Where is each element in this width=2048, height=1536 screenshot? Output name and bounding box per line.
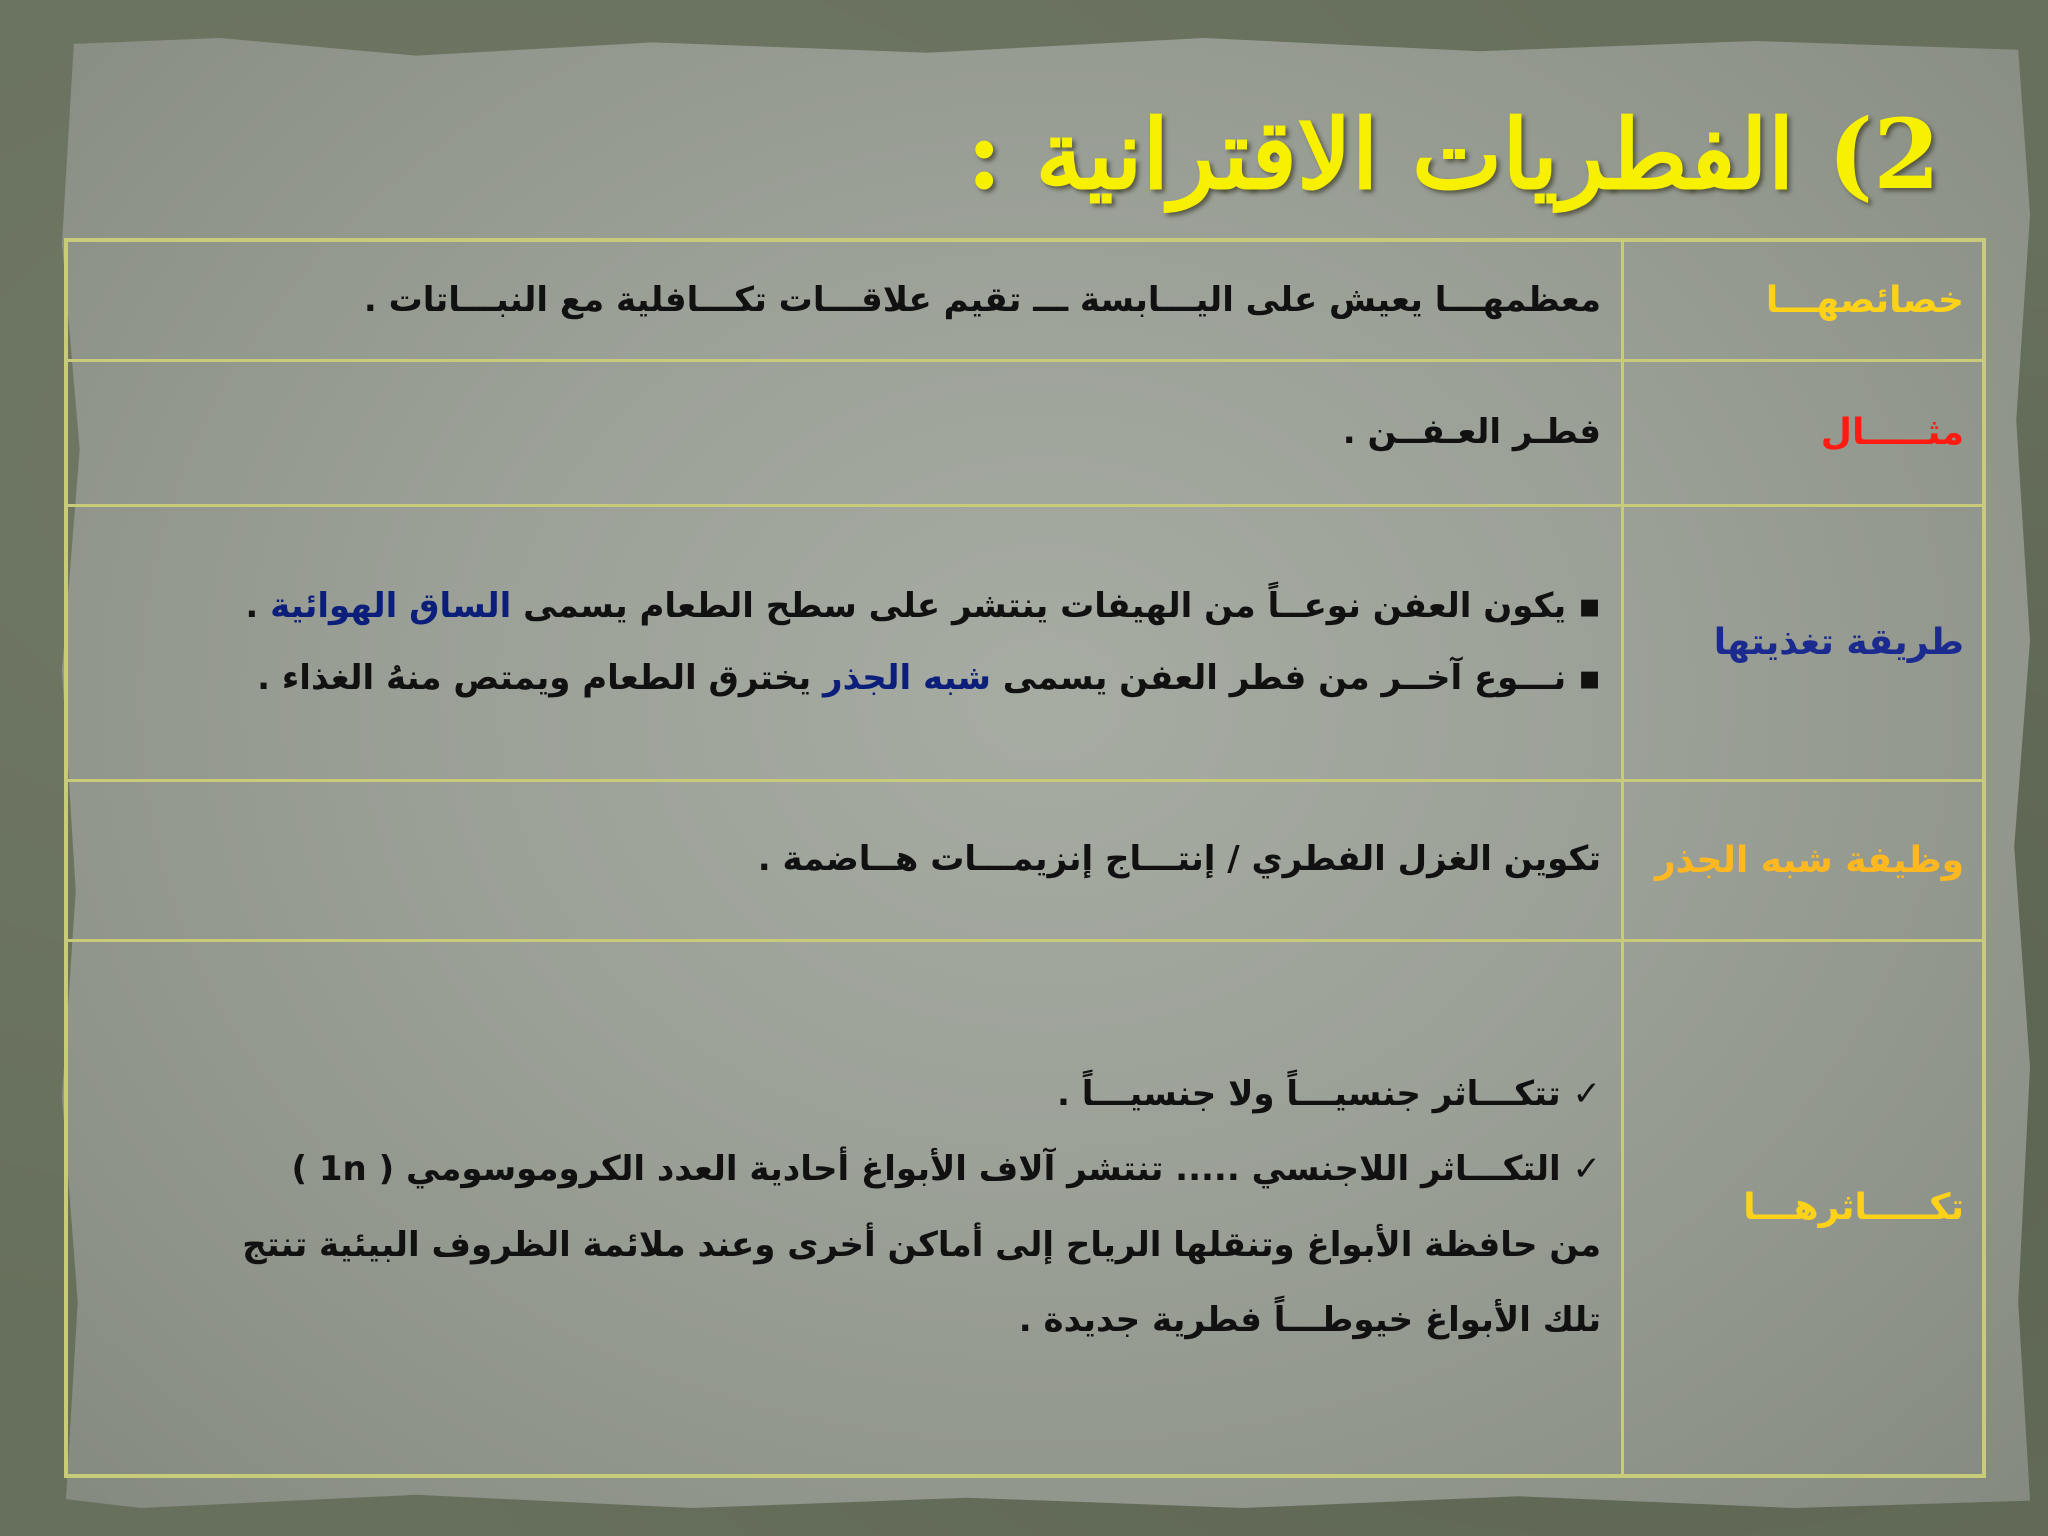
row-header-characteristics: خصائصهـــا [1623,240,1985,360]
row-header-reproduction: تكـــــاثرهـــا [1623,940,1985,1476]
reproduction-line: ✓ التكـــاثر اللاجنسي ..... تنتشر آلاف الأبواغ أحادية العدد الكروموسومي ( 1n ) [291,1149,1601,1190]
row-content-characteristics: معظمهـــا يعيش على اليـــابسة ـــ تقيم علاقـــات تكـــافلية مع النبـــاتات . [66,240,1623,360]
slide-title: 2) الفطريات الاقترانية : [966,98,1940,211]
reproduction-line: ✓ تتكـــاثر جنسيـــاً ولا جنسيـــاً . [1057,1074,1601,1115]
table-row [66,780,1984,940]
table-row [66,940,1984,1476]
table-row [66,505,1984,780]
row-header-rhizoid-function: وظيفة شبه الجذر [1623,780,1985,940]
bullet-text: ▪ يكون العفن نوعــاً من الهيفات ينتشر على سطح الطعام يسمى [511,586,1601,627]
table-row [66,360,1984,505]
row-content-rhizoid-function: تكوين الغزل الفطري / إنتـــاج إنزيمـــات هــاضمة . [66,780,1623,940]
highlight-term: شبه الجذر [823,657,991,698]
bullet-text: يخترق الطعام ويمتص منهُ الغذاء . [257,657,824,698]
bullet-text: ▪ نـــوع آخــر من فطر العفن يسمى [990,657,1601,698]
row-header-nutrition: طريقة تغذيتها [1623,505,1985,780]
row-content-example: فطـر العـفــن . [66,360,1623,505]
reproduction-line: تلك الأبواغ خيوطـــاً فطرية جديدة . [1018,1300,1601,1341]
info-table [64,238,1986,1478]
row-header-example: مثـــــال [1623,360,1985,505]
row-content-nutrition [66,505,1623,780]
highlight-term: الساق الهوائية [270,586,512,627]
bullet-line [88,582,1601,631]
bullet-line [88,654,1601,703]
table-row [66,240,1984,360]
row-content-reproduction [66,940,1623,1476]
reproduction-line: من حافظة الأبواغ وتنقلها الرياح إلى أماكن أخرى وعند ملائمة الظروف البيئية تنتج [242,1224,1601,1265]
bullet-text: . [245,586,271,627]
